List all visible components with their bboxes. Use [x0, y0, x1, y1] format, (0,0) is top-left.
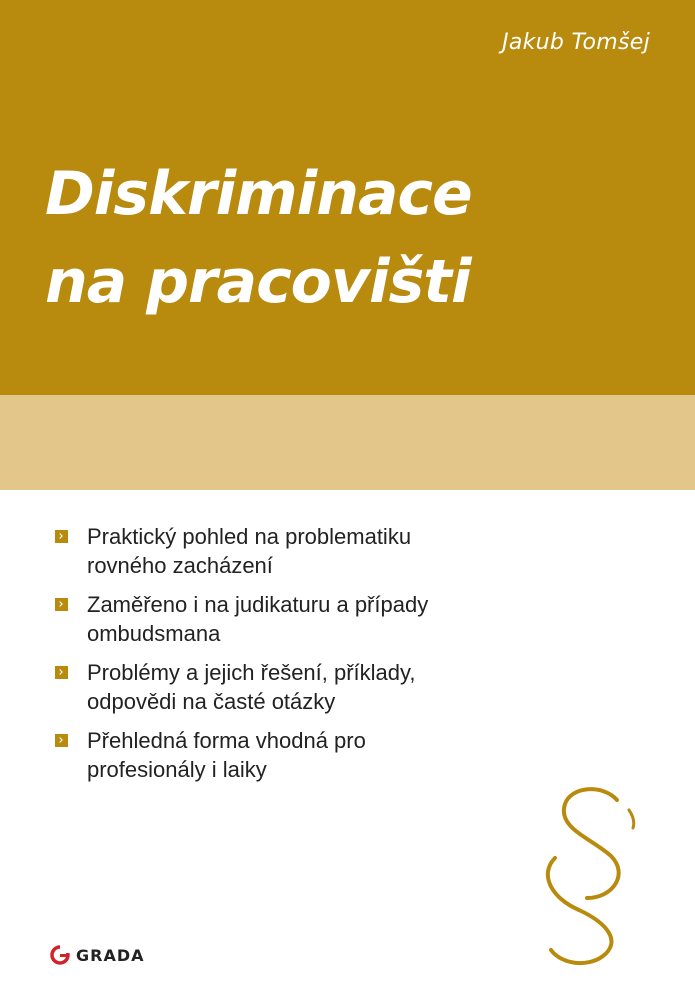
feature-text-line-2: ombudsmana	[87, 621, 221, 646]
feature-text-line-2: odpovědi na časté otázky	[87, 689, 336, 714]
feature-text-line-1: Praktický pohled na problematiku	[87, 524, 412, 549]
author-name: Jakub Tomšej	[502, 30, 650, 55]
publisher-name: GRADA	[76, 945, 145, 965]
feature-list	[55, 522, 575, 794]
feature-item	[55, 522, 575, 580]
feature-text-line-2: profesionály i laiky	[87, 757, 267, 782]
title-line-1: Diskriminace	[45, 159, 472, 229]
chevron-right-icon	[55, 598, 68, 611]
light-color-band	[0, 395, 695, 490]
feature-item	[55, 590, 575, 648]
chevron-right-icon	[55, 666, 68, 679]
chevron-right-icon	[55, 734, 68, 747]
book-title	[45, 150, 665, 326]
publisher-logo	[50, 945, 145, 965]
feature-text-line-1: Zaměřeno i na judikaturu a případy	[87, 592, 429, 617]
feature-text-line-1: Přehledná forma vhodná pro	[87, 728, 366, 753]
paragraph-section-icon	[525, 770, 645, 970]
feature-text-line-1: Problémy a jejich řešení, příklady,	[87, 660, 416, 685]
chevron-right-icon	[55, 530, 68, 543]
title-line-2: na pracovišti	[45, 247, 471, 317]
grada-logo-icon	[50, 945, 70, 965]
feature-item	[55, 726, 575, 784]
feature-text-line-2: rovného zacházení	[87, 553, 273, 578]
feature-item	[55, 658, 575, 716]
